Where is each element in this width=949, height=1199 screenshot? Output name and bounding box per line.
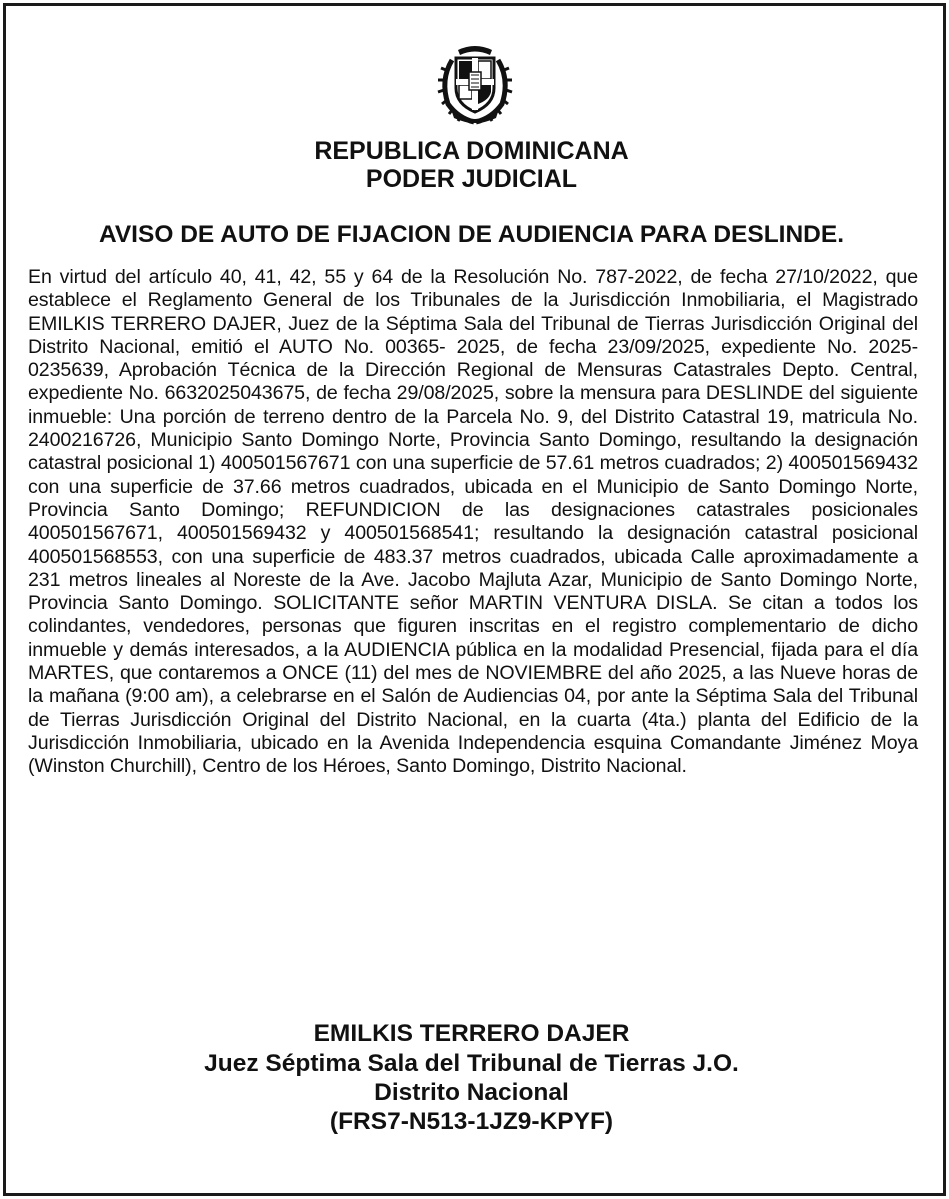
signatory-position: Juez Séptima Sala del Tribunal de Tierras J.O. <box>204 1050 739 1077</box>
signatory-district: Distrito Nacional <box>374 1079 569 1106</box>
verification-code: (FRS7-N513-1JZ9-KPYF) <box>329 1108 614 1135</box>
header-country: REPUBLICA DOMINICANA <box>314 137 629 165</box>
notice-title: AVISO DE AUTO DE FIJACION DE AUDIENCIA PARA DESLINDE. <box>98 221 845 248</box>
signatory-name: EMILKIS TERRERO DAJER <box>313 1020 630 1047</box>
coat-of-arms-icon <box>432 42 518 126</box>
header-institution: PODER JUDICIAL <box>365 165 578 193</box>
notice-body: En virtud del artículo 40, 41, 42, 55 y 64 de la Resolución No. 787-2022, de fecha 27/10/2022, que establece el Reglamento General de los Tribunales de la Jurisdicción Inmobiliaria, el Magistrado EMILKIS TERRERO DAJER, Juez de la Séptima Sala del Tribunal de Tierras Jurisdicción Original del Distrito Nacional, emitió el AUTO No. 00365- 2025, de fecha 23/09/2025, expediente No. 2025-0235639, Aprobación Técnica de la Dirección Regional de Mensuras Catastrales Depto. Central, expediente No. 6632025043675, de fecha 29/08/2025, sobre la mensura para DESLINDE del siguiente inmueble: Una porción de terreno dentro de la Parcela No. 9, del Distrito Catastral 19, matricula No. 2400216726, Municipio Santo Domingo Norte, Provincia Santo Domingo, resultando la designación catastral posicional 1) 400501567671 con una superficie de 57.61 metros cuadrados; 2) 400501569432 con una superficie de 37.66 metros cuadrados, ubicada en el Municipio de Santo Domingo Norte, Provincia Santo Domingo; REFUNDICION de las designaciones catastrales posicionales 400501567671, 400501569432 y 400501568541; resultando la designación catastral posicional 400501568553, con una superficie de 483.37 metros cuadrados, ubicada Calle aproximadamente a 231 metros lineales al Noreste de la Ave. Jacobo Majluta Azar, Municipio de Santo Domingo Norte, Provincia Santo Domingo. SOLICITANTE señor MARTIN VENTURA DISLA. Se citan a todos los colindantes, vendedores, personas que figuren inscritas en el registro complementario de dicho inmueble y demás interesados, a la AUDIENCIA pública en la modalidad Presencial, fijada para el día MARTES, que contaremos a ONCE (11) del mes de NOVIEMBRE del año 2025, a las Nueve horas de la mañana (9:00 am), a celebrarse en el Salón de Audiencias 04, por ante la Séptima Sala del Tribunal de Tierras Jurisdicción Original del Distrito Nacional, en la cuarta (4ta.) planta del Edificio de la Jurisdicción Inmobiliaria, ubicado en la Avenida Independencia esquina Comandante Jiménez Moya (Winston Churchill), Centro de los Héroes, Santo Domingo, Distrito Nacional. <box>28 266 918 778</box>
